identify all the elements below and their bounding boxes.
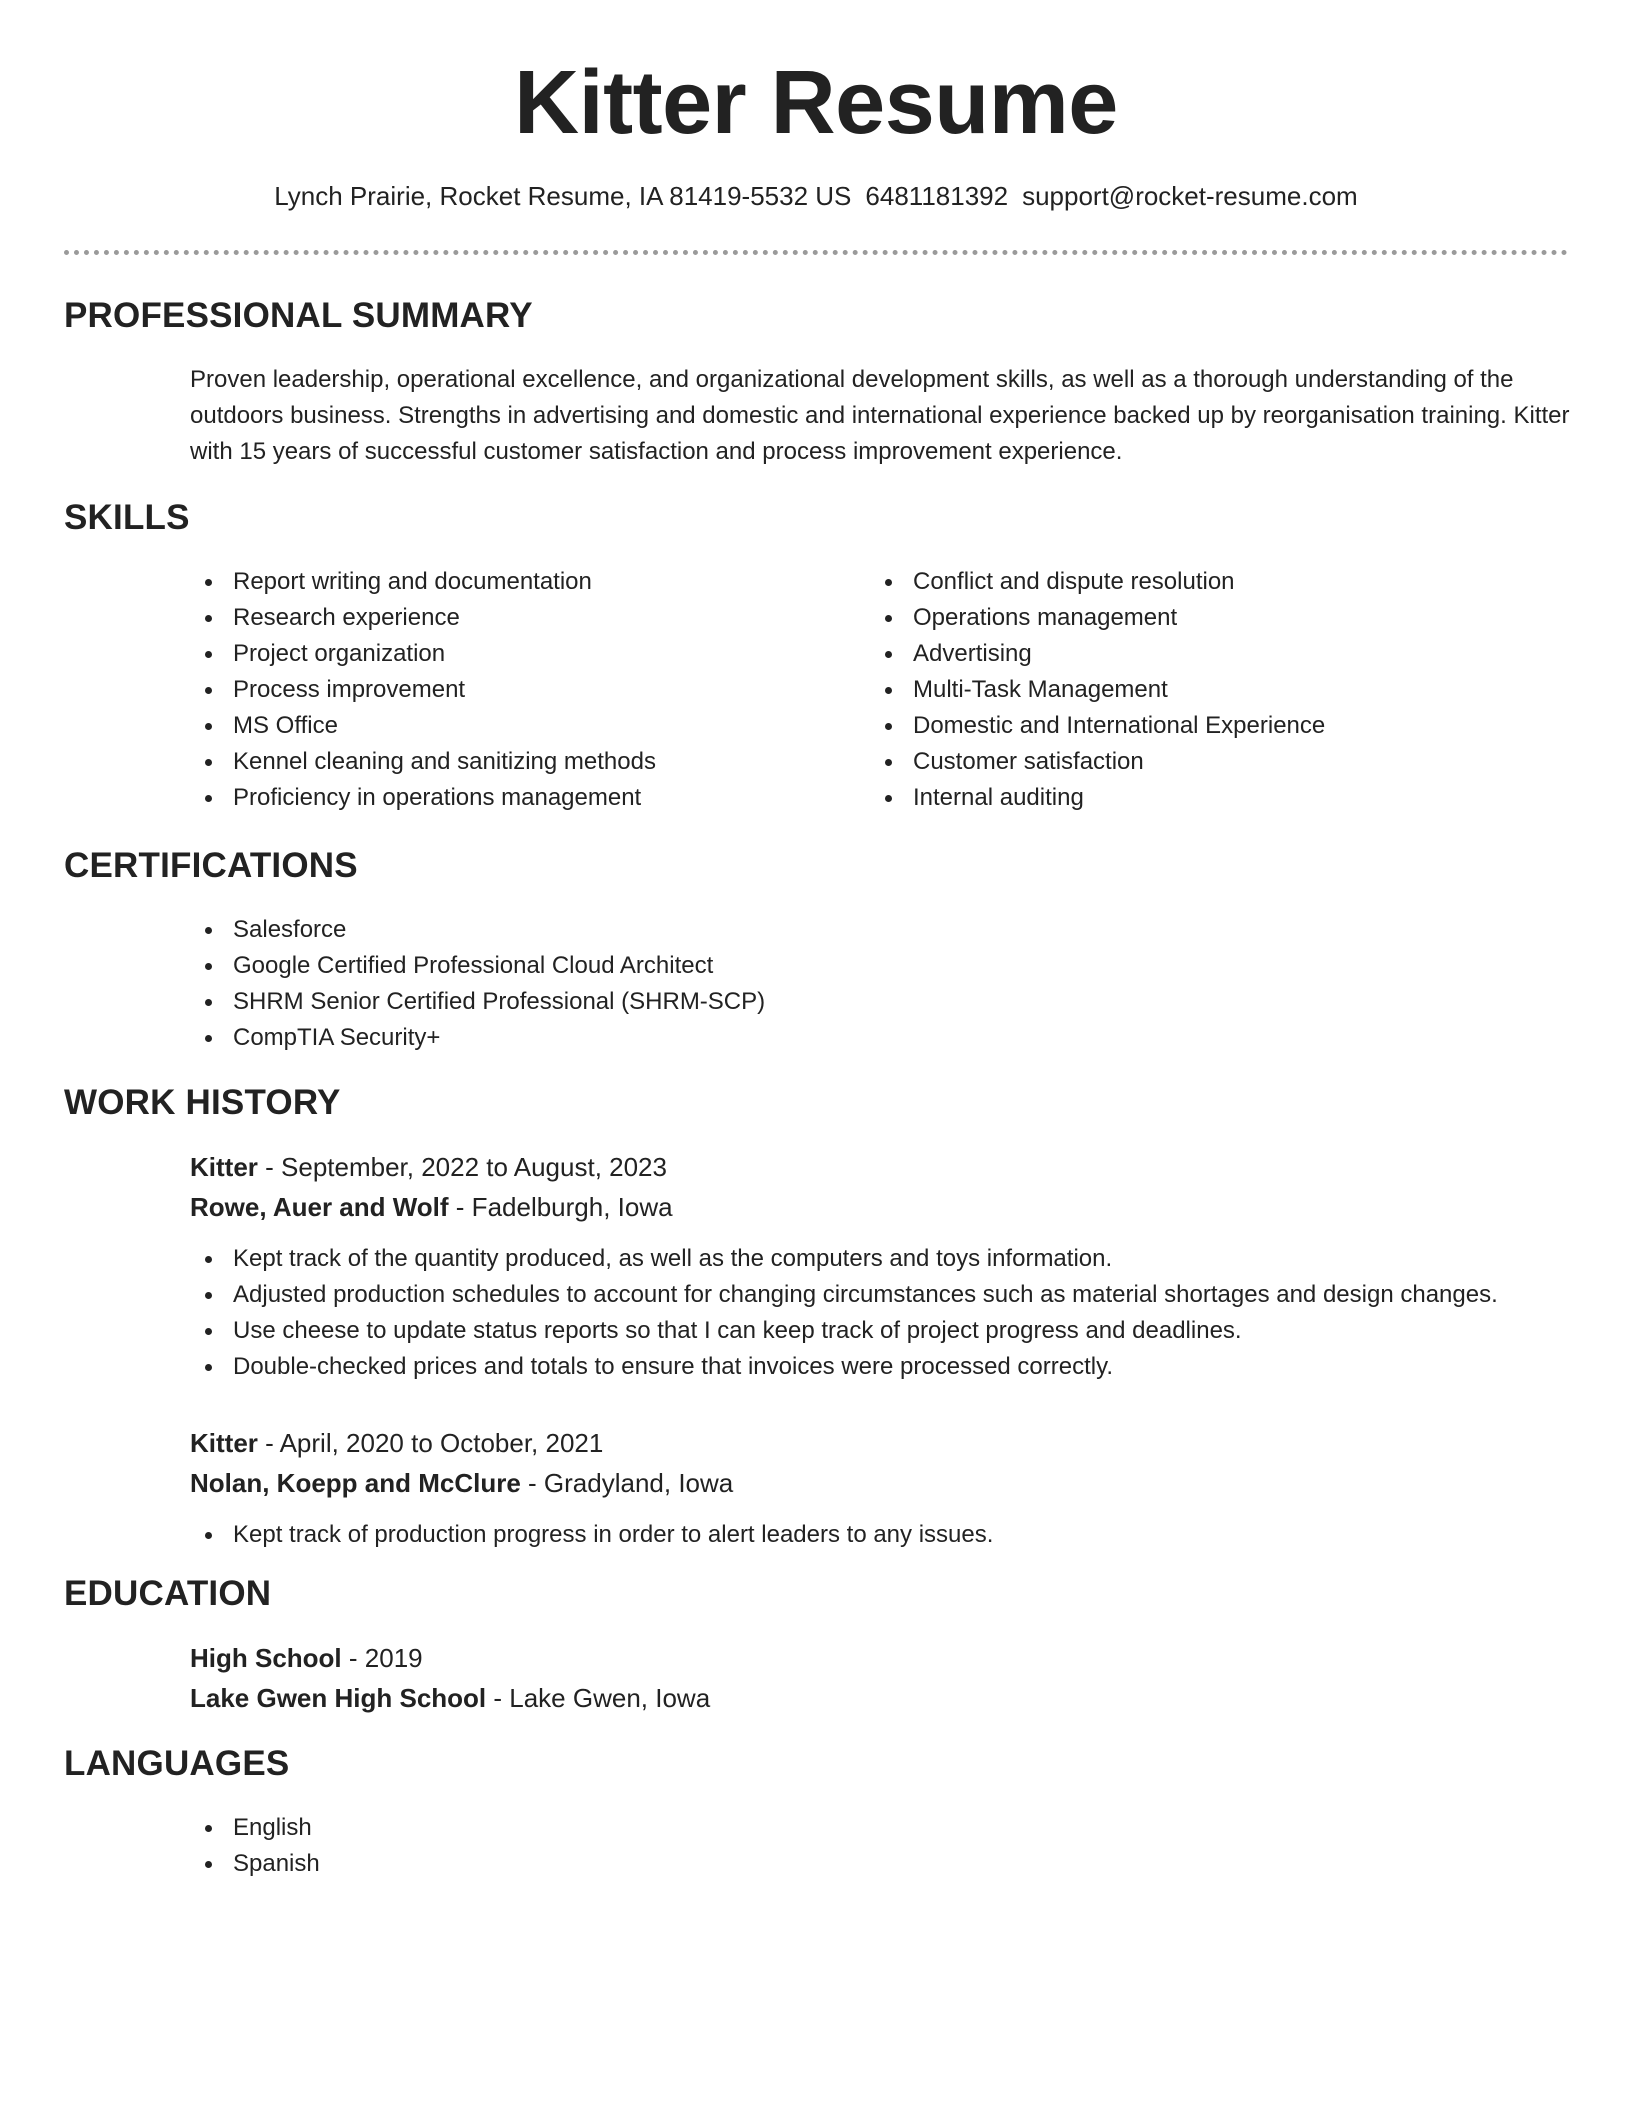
education-degree: High School: [190, 1643, 342, 1673]
header-divider: [64, 250, 1568, 255]
section-certifications: [64, 846, 1568, 1056]
contact-email: support@rocket-resume.com: [1022, 181, 1358, 211]
section-title-certifications: CERTIFICATIONS: [64, 846, 358, 885]
section-work-history: [64, 1083, 1568, 1553]
job-duties-list: [190, 1241, 1568, 1385]
job-entry: [190, 1147, 1568, 1385]
job-title-line: [190, 1147, 1568, 1187]
certification-item: Google Certified Professional Cloud Architect: [190, 948, 1568, 984]
section-title-skills: SKILLS: [64, 498, 190, 537]
section-skills: [64, 498, 1568, 816]
skill-item: Research experience: [190, 600, 870, 636]
job-title-line: [190, 1423, 1568, 1463]
education-degree-line: [190, 1638, 1568, 1678]
education-school: Lake Gwen High School: [190, 1683, 487, 1713]
section-title-languages: LANGUAGES: [64, 1744, 290, 1783]
job-location: - Gradyland, Iowa: [520, 1468, 734, 1498]
job-role: Kitter: [190, 1152, 258, 1182]
job-dates: - April, 2020 to October, 2021: [257, 1428, 604, 1458]
job-company-line: [190, 1463, 1568, 1503]
job-duty-item: Kept track of the quantity produced, as well as the computers and toys information.: [190, 1241, 1568, 1277]
job-company-line: [190, 1187, 1568, 1227]
contact-address: Lynch Prairie, Rocket Resume, IA 81419-5532 US: [274, 181, 852, 211]
skill-item: Multi-Task Management: [870, 672, 1550, 708]
contact-phone: 6481181392: [865, 181, 1009, 211]
section-summary: [64, 296, 1568, 470]
skill-item: Advertising: [870, 636, 1550, 672]
education-school-line: [190, 1678, 1568, 1718]
resume-name: Kitter Resume: [514, 53, 1118, 153]
contact-line: [0, 181, 1632, 212]
language-item: Spanish: [190, 1846, 1568, 1882]
job-duty-item: Double-checked prices and totals to ensure that invoices were processed correctly.: [190, 1349, 1568, 1385]
job-duty-item: Kept track of production progress in order to alert leaders to any issues.: [190, 1517, 1568, 1553]
skill-item: Report writing and documentation: [190, 564, 870, 600]
skill-item: Proficiency in operations management: [190, 780, 870, 816]
skill-item: MS Office: [190, 708, 870, 744]
skill-item: Process improvement: [190, 672, 870, 708]
skill-item: Operations management: [870, 600, 1550, 636]
job-duty-item: Adjusted production schedules to account for changing circumstances such as material shortages and design changes.: [190, 1277, 1568, 1313]
certification-item: CompTIA Security+: [190, 1020, 1568, 1056]
skills-list-right: [870, 564, 1550, 816]
job-duty-item: Use cheese to update status reports so that I can keep track of project progress and deadlines.: [190, 1313, 1568, 1349]
languages-list: [190, 1810, 1568, 1882]
certification-item: SHRM Senior Certified Professional (SHRM-SCP): [190, 984, 1568, 1020]
certifications-list: [190, 912, 1568, 1056]
skills-columns: [190, 538, 1568, 816]
education-entry: [190, 1638, 1568, 1718]
education-year: - 2019: [341, 1643, 423, 1673]
job-role: Kitter: [190, 1428, 258, 1458]
skill-item: Kennel cleaning and sanitizing methods: [190, 744, 870, 780]
skill-item: Customer satisfaction: [870, 744, 1550, 780]
summary-text: Proven leadership, operational excellence, and organizational development skills, as well as a thorough understanding of the outdoors business. Strengths in advertising and domestic and international experience backed up by reorganisation training. Kitter with 15 years of successful customer satisfaction and process improvement experience.: [190, 366, 1570, 465]
skill-item: Project organization: [190, 636, 870, 672]
certification-item: Salesforce: [190, 912, 1568, 948]
skills-list-left: [190, 564, 870, 816]
section-title-work: WORK HISTORY: [64, 1083, 341, 1122]
education-location: - Lake Gwen, Iowa: [486, 1683, 711, 1713]
section-languages: [64, 1744, 1568, 1882]
job-location: - Fadelburgh, Iowa: [448, 1192, 673, 1222]
language-item: English: [190, 1810, 1568, 1846]
section-education: [64, 1574, 1568, 1718]
skill-item: Domestic and International Experience: [870, 708, 1550, 744]
job-duties-list: [190, 1517, 1568, 1553]
job-entry: [190, 1423, 1568, 1553]
skill-item: Internal auditing: [870, 780, 1550, 816]
job-company: Rowe, Auer and Wolf: [190, 1192, 449, 1222]
section-title-education: EDUCATION: [64, 1574, 272, 1613]
skill-item: Conflict and dispute resolution: [870, 564, 1550, 600]
job-company: Nolan, Koepp and McClure: [190, 1468, 521, 1498]
job-dates: - September, 2022 to August, 2023: [257, 1152, 667, 1182]
section-title-summary: PROFESSIONAL SUMMARY: [64, 296, 533, 335]
